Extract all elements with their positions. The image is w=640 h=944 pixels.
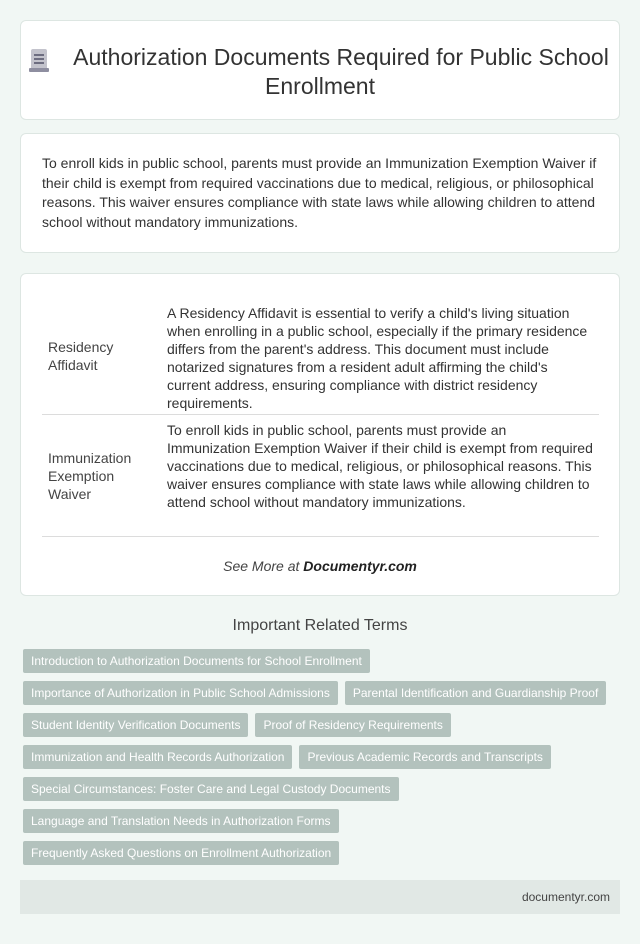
related-term-tag[interactable]: Proof of Residency Requirements [255, 713, 450, 737]
related-term-tag[interactable]: Frequently Asked Questions on Enrollment Authorization [23, 841, 339, 865]
related-term-tag[interactable]: Importance of Authorization in Public School Admissions [23, 681, 338, 705]
tag-row [23, 809, 618, 833]
related-term-tag[interactable]: Student Identity Verification Documents [23, 713, 248, 737]
related-terms-list [23, 649, 618, 873]
see-more-prefix: See More at [223, 558, 304, 574]
page-title-wrap [21, 43, 619, 101]
document-description: To enroll kids in public school, parents must provide an Immunization Exemption Waiver if their child is exempt from required vaccinations due to medical, religious, or philosophical reasons. This waiver ensures compliance with state laws while allowing children to attend school without mandatory immunizations. [167, 422, 593, 510]
tag-row [23, 649, 618, 673]
related-term-tag[interactable]: Immunization and Health Records Authorization [23, 745, 292, 769]
intro-card [20, 133, 620, 253]
tag-row [23, 777, 618, 801]
table-row [42, 415, 599, 537]
tag-row [23, 745, 618, 769]
table-row [42, 298, 599, 415]
tag-row [23, 681, 618, 705]
documents-card [20, 273, 620, 596]
tag-row [23, 841, 618, 865]
related-term-tag[interactable]: Special Circumstances: Foster Care and Legal Custody Documents [23, 777, 399, 801]
related-term-tag[interactable]: Parental Identification and Guardianship Proof [345, 681, 607, 705]
related-term-tag[interactable]: Introduction to Authorization Documents for School Enrollment [23, 649, 370, 673]
tag-row [23, 713, 618, 737]
document-name: Residency Affidavit [42, 298, 161, 414]
see-more-link[interactable] [21, 558, 619, 574]
see-more-site[interactable]: Documentyr.com [303, 558, 417, 574]
related-term-tag[interactable]: Language and Translation Needs in Authorization Forms [23, 809, 339, 833]
document-description: A Residency Affidavit is essential to verify a child's living situation when enrolling in a public school, especially if the primary residence differs from the parent's address. This document must include notarized signatures from a resident adult affirming the child's current address, ensuring compliance with district residency requirements. [167, 305, 588, 411]
footer-site-link[interactable]: documentyr.com [521, 890, 610, 904]
documents-table [42, 298, 599, 537]
footer [20, 880, 620, 914]
header-card [20, 20, 620, 120]
related-terms-title: Important Related Terms [232, 617, 408, 634]
page-title: Authorization Documents Required for Public School Enrollment [73, 44, 609, 99]
intro-text: To enroll kids in public school, parents must provide an Immunization Exemption Waiver if their child is exempt from required vaccinations due to medical, religious, or philosophical reasons. This waiver ensures compliance with state laws while allowing children to attend school without mandatory immunizations. [42, 155, 597, 230]
document-icon [31, 49, 47, 70]
related-term-tag[interactable]: Previous Academic Records and Transcripts [299, 745, 550, 769]
document-name: Immunization Exemption Waiver [42, 415, 161, 536]
